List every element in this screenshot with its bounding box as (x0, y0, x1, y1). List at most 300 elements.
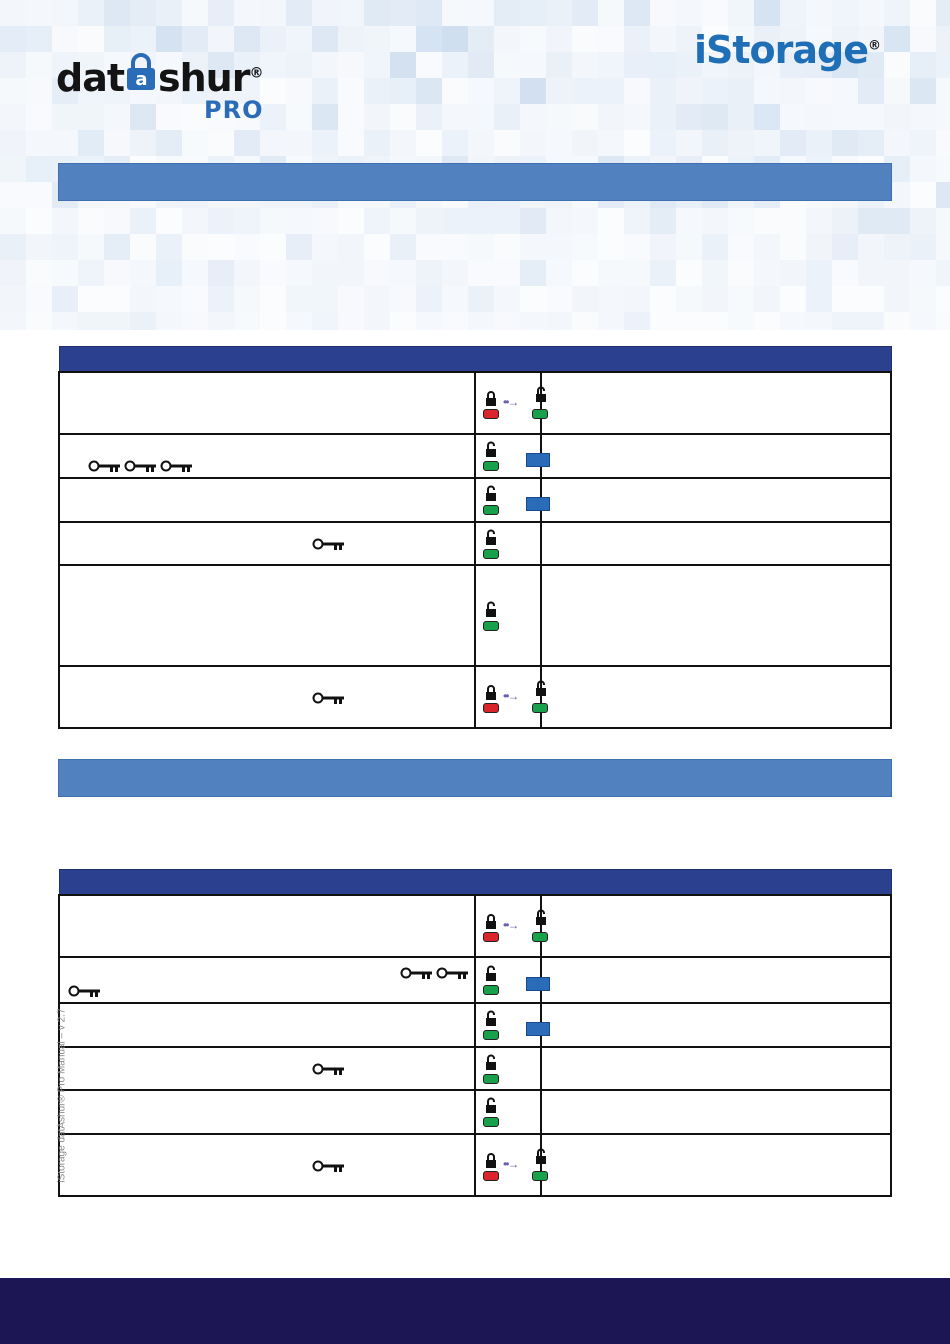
mosaic-tile (520, 52, 546, 78)
mosaic-tile (0, 130, 26, 156)
mosaic-tile (364, 52, 390, 78)
mosaic-tile (26, 104, 52, 130)
mosaic-tile (936, 286, 950, 312)
mosaic-tile (520, 0, 546, 26)
mosaic-tile (546, 52, 572, 78)
mosaic-tile (572, 26, 598, 52)
led-green-icon (483, 549, 499, 559)
mosaic-tile (52, 312, 78, 330)
mosaic-tile (598, 52, 624, 78)
mosaic-tile (780, 260, 806, 286)
key-icon (88, 459, 122, 473)
mosaic-tile (676, 234, 702, 260)
mosaic-tile (936, 26, 950, 52)
mosaic-tile (26, 78, 52, 104)
mosaic-tile (78, 234, 104, 260)
mosaic-tile (364, 78, 390, 104)
mosaic-tile (936, 104, 950, 130)
mosaic-tile (936, 312, 950, 330)
mosaic-tile (728, 78, 754, 104)
mosaic-tile (26, 208, 52, 234)
mosaic-tile (390, 208, 416, 234)
mosaic-tile (546, 208, 572, 234)
mosaic-tile (598, 0, 624, 26)
mosaic-tile (468, 208, 494, 234)
led-indicator (476, 1135, 540, 1195)
mosaic-tile (182, 26, 208, 52)
mosaic-tile (234, 130, 260, 156)
mosaic-tile (156, 286, 182, 312)
mosaic-tile (494, 130, 520, 156)
mosaic-tile (520, 26, 546, 52)
mosaic-tile (598, 286, 624, 312)
mosaic-tile (624, 26, 650, 52)
key-icons (400, 966, 472, 983)
mosaic-tile (26, 234, 52, 260)
mosaic-tile (468, 130, 494, 156)
mosaic-tile (312, 78, 338, 104)
table-row (59, 522, 891, 565)
mosaic-tile (52, 0, 78, 26)
mosaic-tile (78, 260, 104, 286)
mosaic-tile (910, 104, 936, 130)
mosaic-tile (156, 130, 182, 156)
mosaic-tile (312, 0, 338, 26)
mosaic-tile (806, 104, 832, 130)
key-icons (312, 1159, 348, 1176)
mosaic-tile (442, 0, 468, 26)
led-green-icon (483, 985, 499, 995)
table-header (59, 347, 891, 373)
mosaic-tile (0, 156, 26, 182)
key-icons (312, 537, 348, 554)
mosaic-tile (26, 156, 52, 182)
mosaic-tile (780, 286, 806, 312)
mosaic-tile (754, 208, 780, 234)
mosaic-tile (286, 26, 312, 52)
led-green-icon (483, 621, 499, 631)
mosaic-tile (338, 286, 364, 312)
mosaic-tile (572, 0, 598, 26)
mosaic-tile (780, 0, 806, 26)
mosaic-tile (702, 234, 728, 260)
mosaic-tile (702, 312, 728, 330)
led-red-icon (483, 1171, 499, 1181)
mosaic-tile (234, 234, 260, 260)
mosaic-tile (936, 78, 950, 104)
mosaic-tile (806, 78, 832, 104)
mosaic-tile (572, 52, 598, 78)
istorage-logo (694, 28, 880, 72)
mosaic-tile (598, 260, 624, 286)
mosaic-tile (442, 312, 468, 330)
mosaic-tile (312, 286, 338, 312)
mosaic-tile (364, 312, 390, 330)
table-row (59, 957, 891, 1003)
mosaic-tile (260, 234, 286, 260)
mosaic-tile (0, 182, 26, 208)
mosaic-tile (884, 312, 910, 330)
led-indicator (476, 667, 540, 727)
mosaic-tile (104, 260, 130, 286)
mosaic-tile (78, 312, 104, 330)
mosaic-tile (182, 260, 208, 286)
mosaic-tile (780, 78, 806, 104)
mosaic-tile (910, 78, 936, 104)
mosaic-tile (286, 286, 312, 312)
mosaic-tile (78, 26, 104, 52)
mosaic-tile (806, 130, 832, 156)
mosaic-tile (468, 286, 494, 312)
mosaic-tile (910, 156, 936, 182)
key-icon (312, 691, 346, 705)
mosaic-tile (26, 0, 52, 26)
mosaic-tile (546, 260, 572, 286)
lock-closed-icon (485, 684, 497, 700)
key-icon (160, 459, 194, 473)
mosaic-tile (520, 234, 546, 260)
mosaic-tile (364, 26, 390, 52)
mosaic-tile (234, 312, 260, 330)
mosaic-tile (156, 0, 182, 26)
mosaic-tile (858, 260, 884, 286)
mosaic-tile (182, 208, 208, 234)
mosaic-tile (676, 130, 702, 156)
mosaic-tile (910, 26, 936, 52)
mosaic-tile (338, 78, 364, 104)
led-red-icon (483, 409, 499, 419)
mosaic-tile (416, 234, 442, 260)
mosaic-tile (910, 260, 936, 286)
mosaic-tile (624, 104, 650, 130)
mosaic-tile (0, 0, 26, 26)
mosaic-tile (364, 286, 390, 312)
mosaic-tile (52, 26, 78, 52)
datashur-pro-logo (56, 56, 296, 126)
key-icon (312, 1062, 346, 1076)
mosaic-tile (26, 52, 52, 78)
mosaic-tile (286, 0, 312, 26)
table-row (59, 372, 891, 434)
mosaic-tile (858, 0, 884, 26)
mosaic-tile (494, 104, 520, 130)
mosaic-tile (780, 312, 806, 330)
mosaic-tile (650, 130, 676, 156)
mosaic-tile (234, 208, 260, 234)
mosaic-tile (754, 104, 780, 130)
mosaic-tile (728, 0, 754, 26)
mosaic-tile (182, 312, 208, 330)
lock-closed-icon (485, 390, 497, 406)
mosaic-tile (858, 78, 884, 104)
mosaic-tile (0, 286, 26, 312)
lock-closed-icon (485, 913, 497, 929)
mosaic-tile (858, 208, 884, 234)
led-indicator (476, 566, 540, 665)
lock-open-icon (485, 1010, 497, 1026)
mosaic-tile (390, 26, 416, 52)
led-green-icon (483, 1074, 499, 1084)
mosaic-tile (312, 26, 338, 52)
command-table-2 (58, 869, 892, 1197)
mosaic-tile (910, 182, 936, 208)
mosaic-tile (572, 130, 598, 156)
mosaic-tile (338, 208, 364, 234)
led-indicator (476, 435, 540, 477)
mosaic-tile (338, 130, 364, 156)
mosaic-tile (884, 260, 910, 286)
mosaic-tile (208, 312, 234, 330)
mosaic-tile (832, 234, 858, 260)
registered-mark: ® (868, 38, 881, 54)
mosaic-tile (364, 0, 390, 26)
mosaic-tile (624, 52, 650, 78)
mosaic-tile (754, 234, 780, 260)
led-indicator (476, 523, 540, 564)
mosaic-tile (52, 130, 78, 156)
mosaic-tile (0, 52, 26, 78)
mosaic-tile (572, 104, 598, 130)
mosaic-tile (702, 286, 728, 312)
mosaic-tile (650, 234, 676, 260)
led-indicator (476, 479, 540, 521)
lock-open-icon (485, 529, 497, 545)
mosaic-tile (416, 26, 442, 52)
mosaic-tile (520, 78, 546, 104)
mosaic-tile (806, 312, 832, 330)
led-indicator (476, 1048, 540, 1089)
mosaic-tile (676, 0, 702, 26)
lock-open-icon (485, 485, 497, 501)
mosaic-tile (442, 26, 468, 52)
mosaic-tile (442, 130, 468, 156)
key-icons (88, 459, 196, 476)
led-indicator (476, 958, 540, 1002)
mosaic-tile (884, 52, 910, 78)
mosaic-tile (468, 104, 494, 130)
led-green-icon (483, 505, 499, 515)
mosaic-tile (130, 0, 156, 26)
arrow-icon: ••→ (503, 1157, 518, 1171)
mosaic-tile (884, 78, 910, 104)
mosaic-tile (104, 208, 130, 234)
pro-label: PRO (204, 96, 264, 124)
mosaic-tile (598, 78, 624, 104)
mosaic-tile (572, 260, 598, 286)
mosaic-tile (312, 104, 338, 130)
mosaic-tile (806, 0, 832, 26)
table-row (59, 478, 891, 522)
mosaic-tile (754, 78, 780, 104)
mosaic-tile (338, 234, 364, 260)
mosaic-tile (78, 0, 104, 26)
mosaic-tile (884, 104, 910, 130)
mosaic-tile (624, 0, 650, 26)
mosaic-tile (936, 260, 950, 286)
mosaic-tile (494, 78, 520, 104)
arrow-icon: ••→ (503, 689, 518, 703)
mosaic-tile (832, 260, 858, 286)
mosaic-tile (468, 234, 494, 260)
mosaic-tile (26, 260, 52, 286)
mosaic-tile (546, 130, 572, 156)
key-icon (68, 984, 102, 998)
mosaic-tile (494, 52, 520, 78)
mosaic-tile (910, 52, 936, 78)
mosaic-tile (520, 208, 546, 234)
mosaic-tile (104, 0, 130, 26)
lock-closed-icon (485, 1152, 497, 1168)
mosaic-tile (832, 286, 858, 312)
mosaic-tile (650, 78, 676, 104)
mosaic-tile (780, 208, 806, 234)
mosaic-tile (858, 104, 884, 130)
mosaic-tile (364, 234, 390, 260)
key-icon (400, 966, 434, 980)
mosaic-tile (442, 260, 468, 286)
mosaic-tile (910, 0, 936, 26)
mosaic-tile (754, 312, 780, 330)
table-row (59, 666, 891, 728)
mosaic-tile (468, 0, 494, 26)
table-row (59, 565, 891, 666)
mosaic-tile (442, 234, 468, 260)
mosaic-tile (884, 208, 910, 234)
lock-open-icon (485, 1097, 497, 1113)
key-icon (436, 966, 470, 980)
mosaic-tile (702, 208, 728, 234)
mosaic-tile (208, 26, 234, 52)
key-icons (312, 1062, 348, 1079)
datashur-wordmark: dat a shur® (56, 56, 263, 100)
mosaic-tile (858, 312, 884, 330)
led-indicator (476, 896, 540, 956)
mosaic-tile (338, 104, 364, 130)
svg-text:a: a (135, 69, 147, 90)
mosaic-tile (728, 130, 754, 156)
mosaic-tile (598, 104, 624, 130)
lock-open-icon (485, 965, 497, 981)
mosaic-tile (598, 208, 624, 234)
mosaic-tile (936, 156, 950, 182)
mosaic-tile (416, 260, 442, 286)
mosaic-tile (26, 286, 52, 312)
mosaic-tile (832, 0, 858, 26)
mosaic-tile (832, 104, 858, 130)
mosaic-tile (936, 0, 950, 26)
mosaic-tile (416, 312, 442, 330)
footer-band (0, 1278, 950, 1344)
mosaic-tile (676, 286, 702, 312)
mosaic-tile (26, 182, 52, 208)
mosaic-tile (156, 26, 182, 52)
mosaic-tile (624, 312, 650, 330)
mosaic-tile (130, 286, 156, 312)
mosaic-tile (104, 234, 130, 260)
mosaic-tile (78, 286, 104, 312)
mosaic-tile (442, 52, 468, 78)
mosaic-tile (0, 260, 26, 286)
mosaic-tile (546, 78, 572, 104)
mosaic-tile (884, 26, 910, 52)
mosaic-tile (286, 234, 312, 260)
mosaic-tile (286, 260, 312, 286)
mosaic-tile (0, 208, 26, 234)
mosaic-tile (52, 234, 78, 260)
mosaic-tile (832, 130, 858, 156)
mosaic-tile (260, 260, 286, 286)
mosaic-tile (26, 312, 52, 330)
mosaic-tile (104, 130, 130, 156)
command-table-1 (58, 346, 892, 729)
section-bar-2 (58, 759, 892, 797)
mosaic-tile (728, 234, 754, 260)
mosaic-tile (494, 26, 520, 52)
mosaic-tile (572, 78, 598, 104)
mosaic-tile (156, 260, 182, 286)
mosaic-tile (572, 286, 598, 312)
mosaic-tile (260, 286, 286, 312)
mosaic-tile (806, 260, 832, 286)
mosaic-tile (182, 234, 208, 260)
mosaic-tile (806, 208, 832, 234)
mosaic-tile (650, 260, 676, 286)
mosaic-tile (624, 208, 650, 234)
mosaic-tile (208, 234, 234, 260)
mosaic-tile (650, 312, 676, 330)
mosaic-tile (650, 286, 676, 312)
mosaic-tile (676, 208, 702, 234)
table-header (59, 870, 891, 896)
mosaic-tile (650, 104, 676, 130)
mosaic-tile (858, 130, 884, 156)
mosaic-tile (702, 78, 728, 104)
mosaic-tile (598, 130, 624, 156)
mosaic-tile (702, 260, 728, 286)
mosaic-tile (260, 312, 286, 330)
side-version-text: iStorage datAshur® Pro Manual – v 2.7 (56, 1008, 68, 1183)
mosaic-tile (624, 234, 650, 260)
mosaic-tile (390, 52, 416, 78)
mosaic-tile (0, 26, 26, 52)
mosaic-tile (442, 208, 468, 234)
mosaic-tile (832, 312, 858, 330)
mosaic-tile (728, 208, 754, 234)
mosaic-tile (78, 208, 104, 234)
mosaic-tile (338, 312, 364, 330)
mosaic-tile (702, 0, 728, 26)
mosaic-tile (676, 260, 702, 286)
mosaic-tile (780, 234, 806, 260)
mosaic-tile (598, 26, 624, 52)
mosaic-tile (208, 286, 234, 312)
mosaic-tile (364, 208, 390, 234)
table-row (59, 1090, 891, 1134)
mosaic-tile (0, 312, 26, 330)
mosaic-tile (780, 130, 806, 156)
mosaic-tile (468, 78, 494, 104)
mosaic-tile (182, 0, 208, 26)
mosaic-tile (546, 0, 572, 26)
mosaic-tile (858, 286, 884, 312)
table-row (59, 1134, 891, 1196)
mosaic-tile (546, 104, 572, 130)
istorage-wordmark: iStorage (694, 28, 869, 72)
mosaic-tile (520, 286, 546, 312)
mosaic-tile (312, 234, 338, 260)
mosaic-tile (936, 52, 950, 78)
mosaic-tile (52, 208, 78, 234)
